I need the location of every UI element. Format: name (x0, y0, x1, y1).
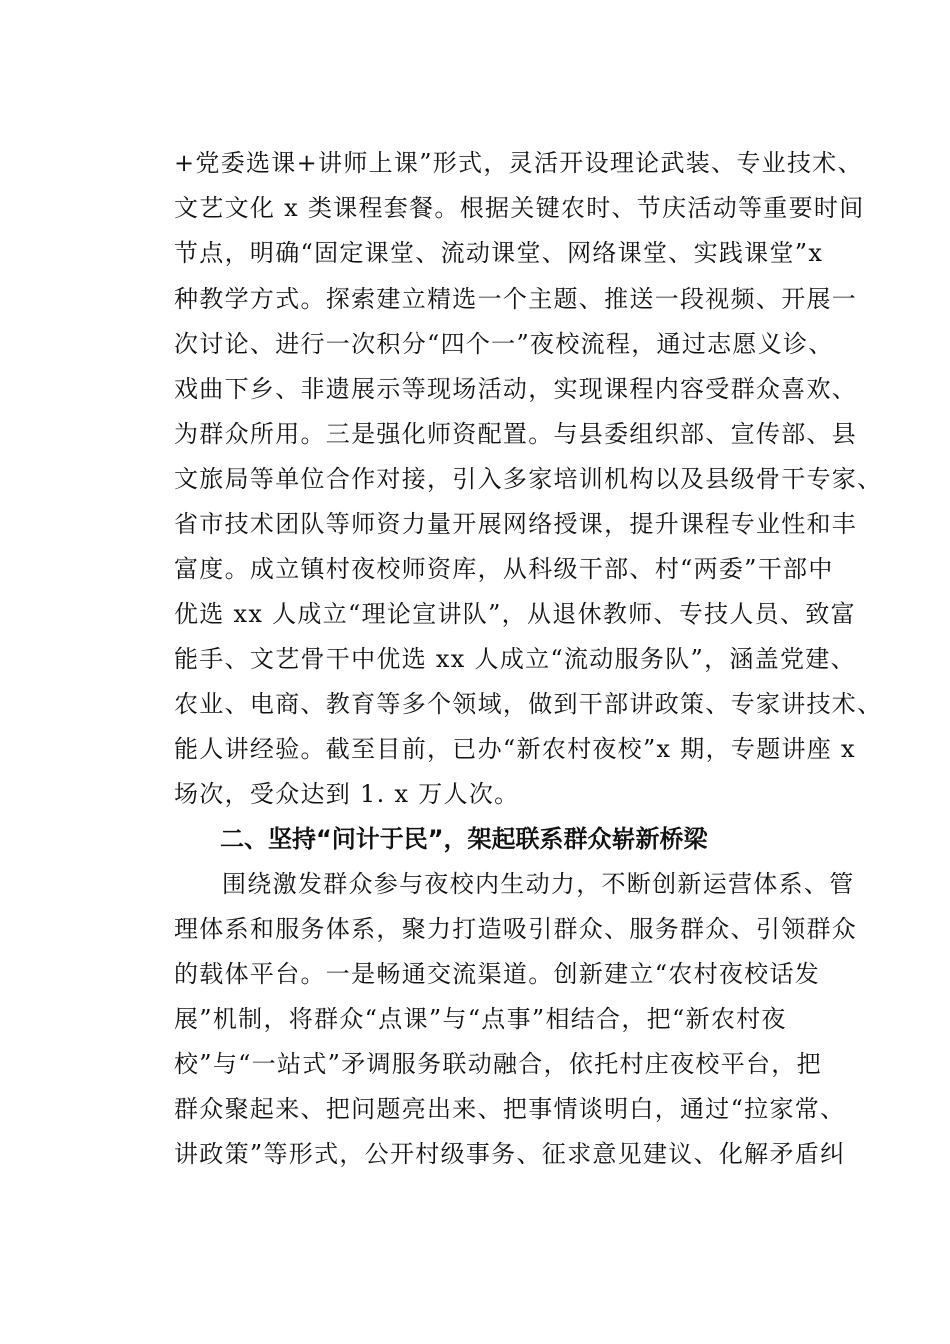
paragraph-line: +党委选课+讲师上课”形式，灵活开设理论武装、专业技术、 (174, 149, 863, 177)
paragraph-line: 讲政策”等形式，公开村级事务、征求意见建议、化解矛盾纠 (174, 1140, 846, 1168)
paragraph-line: 文旅局等单位合作对接，引入多家培训机构以及县级骨干专家、 (174, 465, 883, 493)
paragraph-line: 种教学方式。探索建立精选一个主题、推送一段视频、开展一 (174, 285, 858, 313)
paragraph-line: 优选 xx 人成立“理论宣讲队”，从退休教师、专技人员、致富 (174, 600, 856, 628)
paragraph-line: 节点，明确“固定课堂、流动课堂、网络课堂、实践课堂”x (174, 239, 824, 267)
paragraph-line: 能手、文艺骨干中优选 xx 人成立“流动服务队”，涵盖党建、 (174, 645, 856, 673)
paragraph-line: 场次，受众达到 1. x 万人次。 (174, 780, 520, 808)
section-heading: 二、坚持“问计于民”，架起联系群众崭新桥梁 (220, 825, 708, 853)
paragraph-line: 群众聚起来、把问题亮出来、把事情谈明白，通过“拉家常、 (174, 1095, 846, 1123)
paragraph-line: 的载体平台。一是畅通交流渠道。创新建立“农村夜校话发 (174, 960, 821, 988)
paragraph-line: 次讨论、进行一次积分“四个一”夜校流程，通过志愿义诊、 (174, 330, 834, 358)
paragraph-line: 校”与“一站式”矛调服务联动融合，依托村庄夜校平台，把 (174, 1050, 822, 1078)
paragraph-line: 戏曲下乡、非遗展示等现场活动，实现课程内容受群众喜欢、 (174, 375, 858, 403)
paragraph-line: 展”机制，将群众“点课”与“点事”相结合，把“新农村夜 (174, 1005, 787, 1033)
paragraph-line: 理体系和服务体系，聚力打造吸引群众、服务群众、引领群众 (174, 915, 858, 943)
paragraph-line: 文艺文化 x 类课程套餐。根据关键农时、节庆活动等重要时间 (174, 194, 865, 222)
paragraph-line: 能人讲经验。截至目前，已办“新农村夜校”x 期，专题讲座 x (174, 735, 856, 763)
paragraph-line: 省市技术团队等师资力量开展网络授课，提升课程专业性和丰 (174, 510, 858, 538)
paragraph-line: 为群众所用。三是强化师资配置。与县委组织部、宣传部、县 (174, 420, 858, 448)
paragraph-line: 农业、电商、教育等多个领域，做到干部讲政策、专家讲技术、 (174, 690, 883, 718)
paragraph-line: 围绕激发群众参与夜校内生动力，不断创新运营体系、管 (222, 870, 855, 898)
paragraph-line: 富度。成立镇村夜校师资库，从科级干部、村“两委”干部中 (174, 555, 834, 583)
